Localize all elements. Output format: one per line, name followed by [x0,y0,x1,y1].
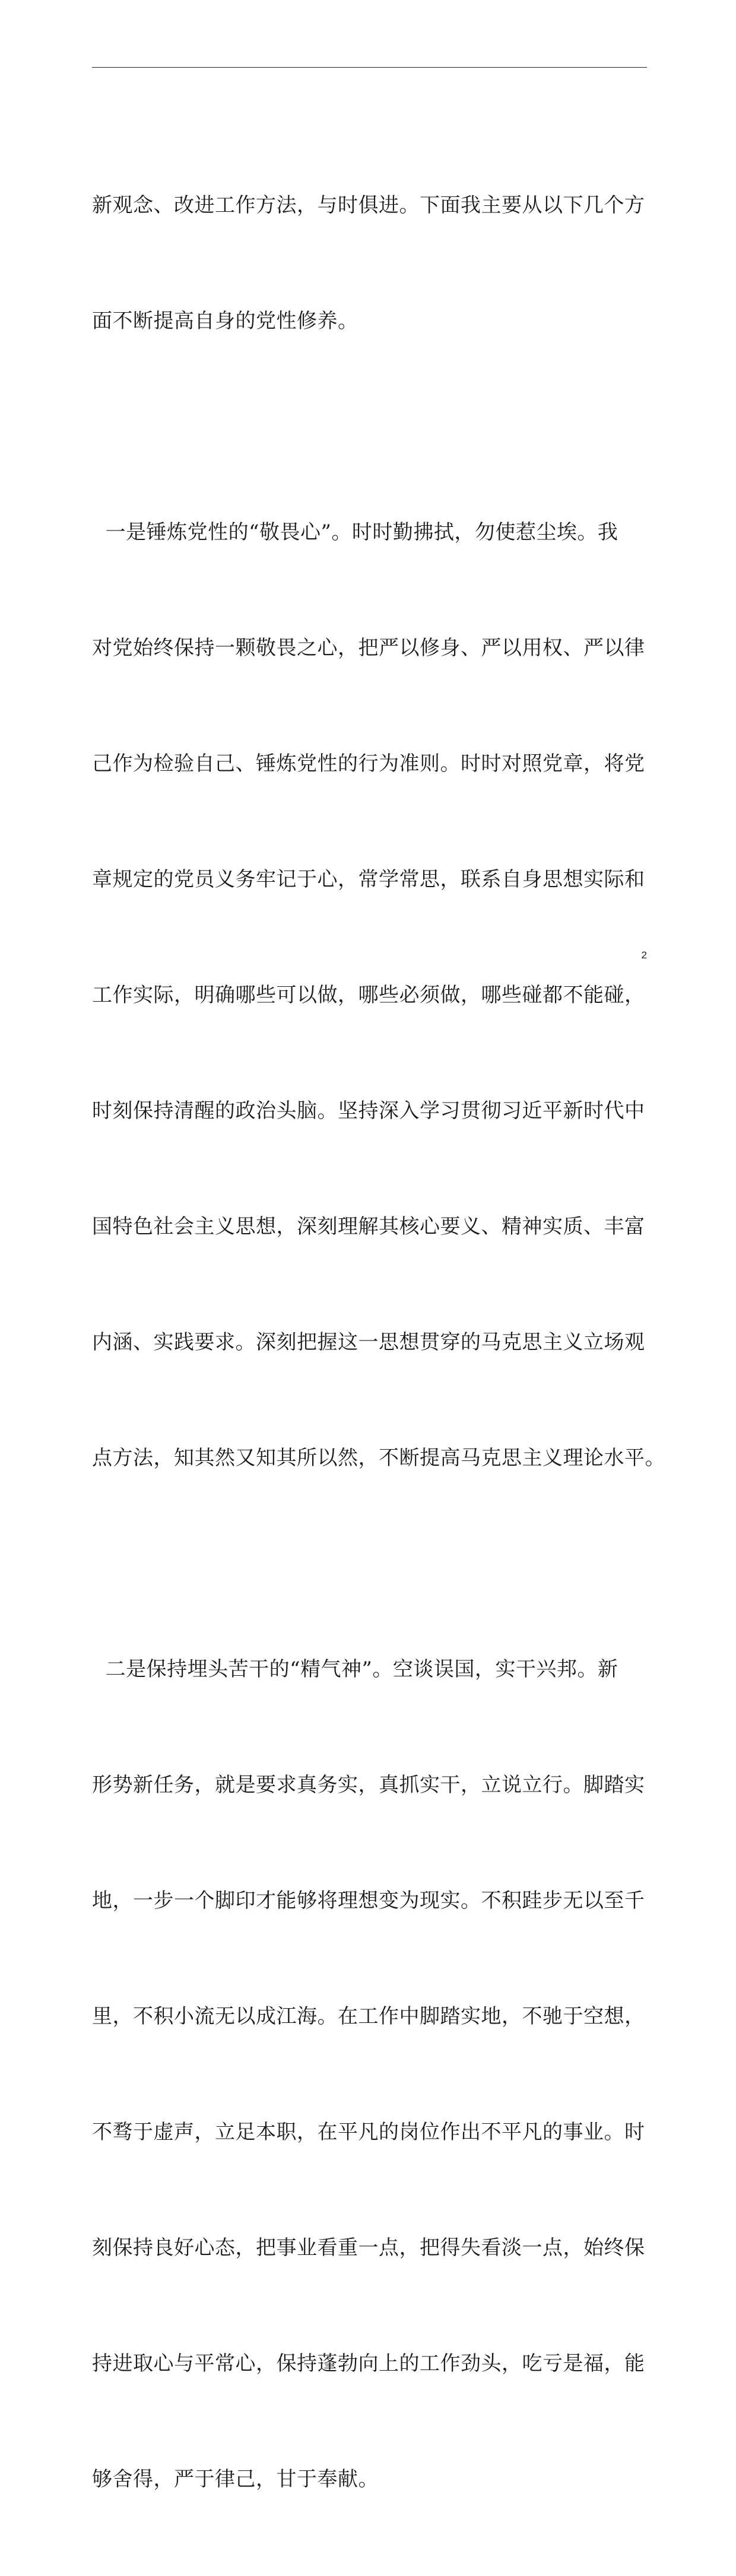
text-line: 不骛于虚声，立足本职，在平凡的岗位作出不平凡的事业。时 [92,2120,645,2144]
header-rule [92,67,647,68]
page-number: 2 [641,949,647,961]
text-line: 刻保持良好心态，把事业看重一点，把得失看淡一点，始终保 [92,2236,645,2260]
text-line: 国特色社会主义思想，深刻理解其核心要义、精神实质、丰富 [92,1215,645,1238]
text-line: 章规定的党员义务牢记于心，常学常思，联系自身思想实际和 [92,868,645,891]
text-line: 地，一步一个脚印才能够将理想变为现实。不积跬步无以至千 [92,1889,645,1913]
text-line: 新观念、改进工作方法，与时俱进。下面我主要从以下几个方 [92,193,645,217]
paragraph-point-one [92,436,665,1555]
text-line: 时刻保持清醒的政治头脑。坚持深入学习贯彻习近平新时代中 [92,1099,645,1123]
document-body [92,109,665,2576]
paragraph-point-two [92,1573,647,2576]
text-line: 持进取心与平常心，保持蓬勃向上的工作劲头，吃亏是福，能 [92,2352,645,2375]
text-line: 里，不积小流无以成江海。在工作中脚踏实地，不驰于空想， [92,2005,645,2028]
text-line: 二是保持埋头苦干的“精气神”。空谈误国，实干兴邦。新 [92,1657,618,1681]
text-line: 面不断提高自身的党性修养。 [92,309,359,333]
text-line: 形势新任务，就是要求真务实，真抓实干，立说立行。脚踏实 [92,1773,645,1797]
text-line: 己作为检验自己、锤炼党性的行为准则。时时对照党章，将党 [92,752,645,776]
text-line: 点方法，知其然又知其所以然，不断提高马克思主义理论水平。 [92,1446,665,1470]
paragraph-intro-continuation [92,109,647,418]
text-line: 够舍得，严于律己，甘于奉献。 [92,2467,379,2491]
text-line: 工作实际，明确哪些可以做，哪些必须做，哪些碰都不能碰， [92,983,645,1007]
text-line: 内涵、实践要求。深刻把握这一思想贯穿的马克思主义立场观 [92,1330,645,1354]
text-line: 对党始终保持一颗敬畏之心，把严以修身、严以用权、严以律 [92,636,645,660]
text-line: 一是锤炼党性的“敬畏心”。时时勤拂拭，勿使惹尘埃。我 [92,520,618,544]
